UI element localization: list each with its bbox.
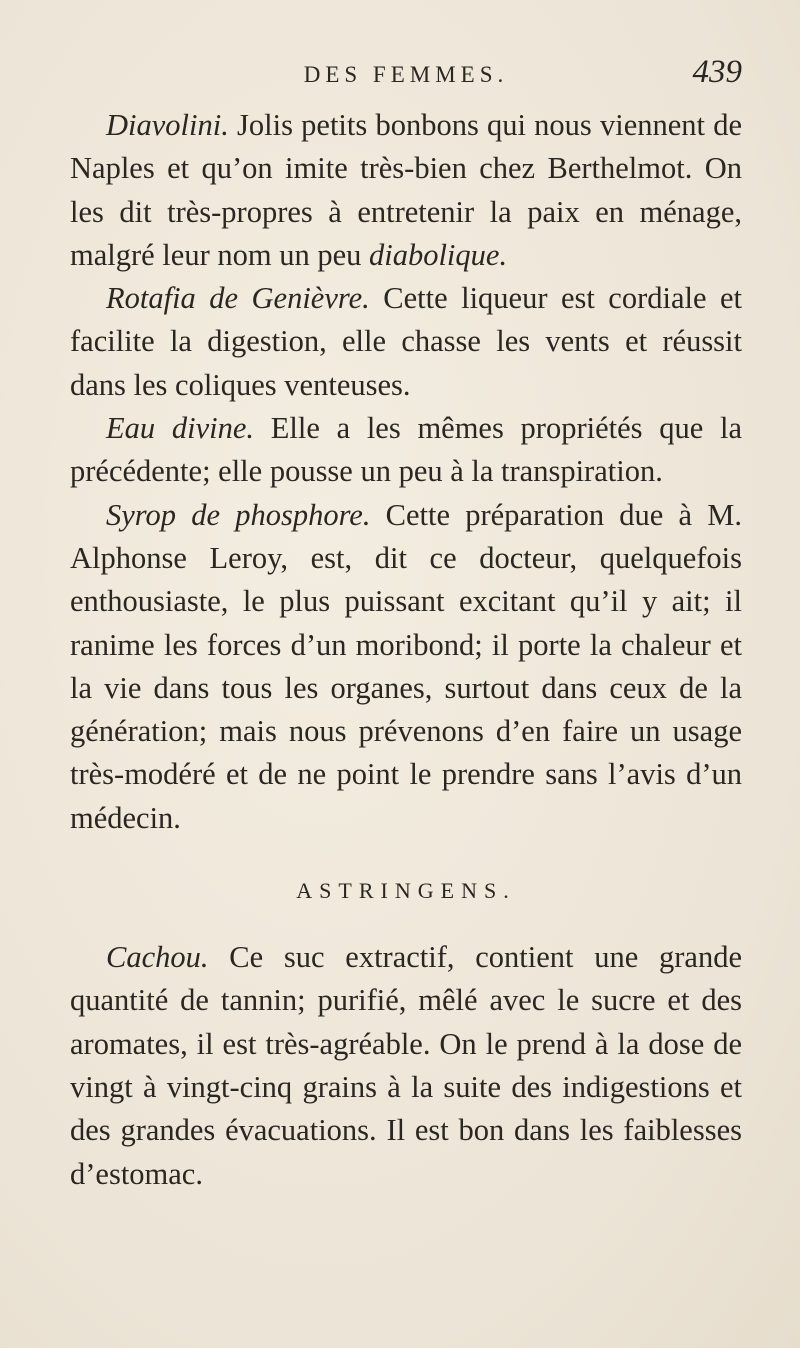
entry-diavolini: [70, 104, 742, 277]
page-number: 439: [692, 54, 742, 90]
entry-cachou: [70, 936, 742, 1196]
entry-eau-divine: [70, 407, 742, 494]
entry-text: Cette liqueur est cordiale et facilite la digestion, elle chasse les vents et réussit dans les coliques venteuses.: [70, 281, 742, 402]
entry-term: Cachou.: [106, 940, 209, 975]
section-heading: ASTRINGENS.: [296, 878, 516, 904]
entry-term: Syrop de phosphore.: [106, 497, 371, 532]
entry-rotafia: [70, 277, 742, 407]
entry-text: Elle a les mêmes propriétés que la précédente; elle pousse un peu à la transpiration.: [70, 411, 743, 489]
entry-text: Ce suc extractif, contient une grande quantité de tannin; purifié, mêlé avec le sucre et des aromates, il est très-agréable. On le prend à la dose de vingt à vingt-cinq grains à la suite des indigestions et des grandes évacuations. Il est bon dans les faiblesses d’estomac.: [70, 940, 742, 1191]
running-title: DES FEMMES.: [303, 62, 509, 87]
entry-term: Rotafia de Genièvre.: [106, 281, 370, 316]
entry-syrop: [70, 494, 742, 840]
body-text: [70, 104, 742, 1196]
running-head: [70, 0, 742, 104]
entry-text: Jolis petits bonbons qui nous viennent de Naples et qu’on imite très-bien chez Berthelmot. On les dit très-propres à entretenir la paix en ménage, malgré leur nom un peu: [70, 108, 742, 272]
entry-text: Cette préparation due à M. Alphonse Leroy, est, dit ce docteur, quelquefois enthousiaste, le plus puissant excitant qu’il y ait; il ranime les forces d’un moribond; il porte la chaleur et la vie dans tous les organes, surtout dans ceux de la génération; mais nous prévenons d’en faire un usage très-modéré et de ne point le prendre sans l’avis d’un médecin.: [70, 497, 742, 835]
entry-term: Diavolini.: [106, 108, 229, 142]
entry-term-inline: diabolique.: [368, 237, 508, 272]
entry-term: Eau divine.: [106, 411, 255, 446]
